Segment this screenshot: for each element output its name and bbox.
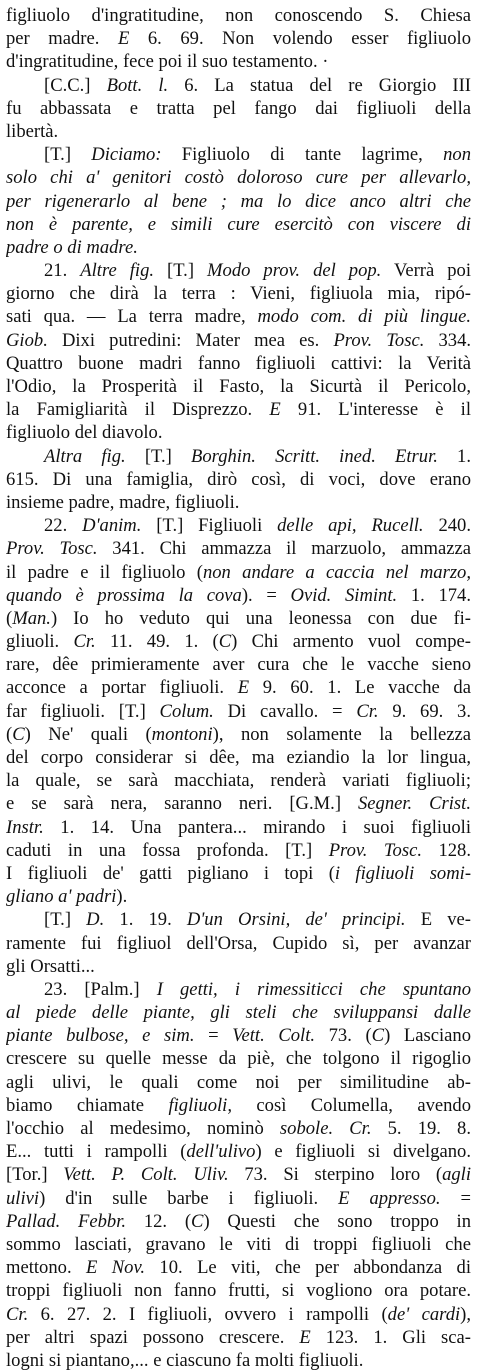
italic-text: figliuoli, [168, 1094, 232, 1116]
text-run: 341. Chi ammazza il marzuolo, ammazza [97, 538, 471, 560]
text-run: 22. [44, 515, 83, 537]
text-line [6, 305, 471, 328]
text-run: rare, dêe primieramente aver cura che le vacche sieno [6, 654, 471, 676]
text-run: insieme padre, madre, figliuoli. [6, 491, 240, 513]
italic-text: ulivi [6, 1187, 40, 1209]
text-run: [T.] [44, 144, 92, 166]
text-run: libertà. [6, 120, 59, 142]
text-run: gli Orsatti... [6, 955, 95, 977]
italic-text: quando è prossima la cova [6, 584, 242, 606]
italic-text: Colum. [159, 700, 214, 722]
italic-text: E [237, 677, 250, 699]
text-run: la quale, se sarà macchiata, renderà variati figliuoli; [6, 770, 471, 792]
text-line [6, 908, 471, 931]
italic-text: Altre fig. [80, 260, 155, 282]
italic-text: solo chi a' genitori costò doloroso cure per allevarlo, [6, 167, 471, 189]
italic-text: Segner. Crist. [357, 793, 471, 815]
text-line [6, 839, 471, 862]
text-run: per madre. [6, 28, 118, 50]
text-run: figliuolo del diavolo. [6, 422, 163, 444]
text-line [6, 653, 471, 676]
italic-text: C [371, 1025, 385, 1047]
text-line [6, 166, 471, 189]
italic-text: piante bulbose, e sim. [6, 1025, 195, 1047]
text-run: ramente fui figliuol dell'Orsa, Cupido sì, per avanzar [6, 932, 471, 954]
text-run: ), non solamente la bellezza [212, 723, 471, 745]
italic-text: non andare a caccia nel marzo, [202, 561, 471, 583]
text-run: 334. [424, 329, 471, 351]
text-run: biamo chiamate [6, 1094, 169, 1116]
text-run: così Columella, avendo [231, 1094, 471, 1116]
italic-text: non è parente, e simili cure esercitò con viscere di [6, 213, 471, 235]
italic-text: al piede delle piante, gli steli che sviluppansi dalle [6, 1002, 471, 1024]
text-run: fu abbassata e tratta pel fango dai figliuoli della [6, 97, 471, 119]
text-run: [T.] [125, 445, 192, 467]
text-line [6, 236, 471, 259]
text-run: far figliuoli. [T.] [6, 700, 160, 722]
text-run: [T.] [44, 909, 87, 931]
text-run: ) Questi che sono troppo in [203, 1210, 471, 1232]
text-line [6, 1279, 471, 1302]
text-line [6, 74, 471, 97]
text-line [6, 584, 471, 607]
italic-text: Diciamo: [91, 144, 162, 166]
dictionary-paragraph [6, 978, 471, 1372]
italic-text: Prov. Tosc. [333, 329, 425, 351]
italic-text: Pallad. Febbr. [6, 1210, 127, 1232]
italic-text: I getti, i rimessiticci che spuntano [156, 978, 471, 1000]
italic-text: Cr. [6, 1303, 29, 1325]
text-line [6, 746, 471, 769]
text-run: 21. [44, 260, 81, 282]
text-run: Figliuolo di tante lagrime, [161, 144, 444, 166]
text-run: 9. 69. 3. [378, 700, 471, 722]
italic-text: per rigenerarlo al bene ; ma lo dice anco altri che [6, 190, 471, 212]
text-line [6, 1210, 471, 1233]
text-run: Dixi putredini: Mater mea es. [47, 329, 334, 351]
text-run: 9. 60. 1. Le vacche da [249, 677, 471, 699]
italic-text: montoni [151, 723, 213, 745]
text-run: ), [460, 1303, 471, 1325]
text-line [6, 1326, 471, 1349]
text-line [6, 120, 471, 143]
text-line [6, 1187, 471, 1210]
italic-text: Vett. P. Colt. Uliv. [63, 1164, 229, 1186]
text-run: ) Lasciano [384, 1025, 471, 1047]
text-run: [T.] Figliuoli [141, 515, 278, 537]
text-line [6, 561, 471, 584]
text-run: 73. ( [315, 1025, 372, 1047]
text-run: 23. [Palm.] [44, 978, 157, 1000]
italic-text: Prov. Tosc. [328, 839, 422, 861]
text-run: Di cavallo. = [213, 700, 357, 722]
text-line [6, 723, 471, 746]
italic-text: D. [86, 909, 105, 931]
text-run: 73. Si sterpino loro ( [228, 1164, 443, 1186]
text-line [6, 607, 471, 630]
italic-text: Altra fig. [44, 445, 126, 467]
italic-text: Borghin. Scritt. ined. Etrur. [191, 445, 438, 467]
italic-text: Cr. [73, 631, 96, 653]
text-run: 123. 1. Gli sca- [310, 1326, 471, 1348]
text-line [6, 769, 471, 792]
text-run: I figliuoli de' gatti pigliano i topi ( [6, 862, 335, 884]
text-run: = [194, 1025, 233, 1047]
text-line [6, 1117, 471, 1140]
text-run: 6. La statua del re Giorgio III [168, 74, 471, 96]
italic-text: agli [442, 1164, 471, 1186]
text-line [6, 630, 471, 653]
text-run: ) d'in sulle barbe i figliuoli. [39, 1187, 339, 1209]
text-line [6, 1303, 471, 1326]
italic-text: E appresso. [338, 1187, 441, 1209]
dictionary-paragraph [6, 74, 471, 144]
text-run: 1. 14. Una pantera... mirando i suoi figliuoli [43, 816, 471, 838]
text-run: la Famigliarità il Disprezzo. [6, 399, 270, 421]
italic-text: C [218, 631, 232, 653]
text-run: 240. [423, 515, 471, 537]
text-run: ( [6, 607, 13, 629]
text-line [6, 213, 471, 236]
italic-text: dell'ulivo [186, 1141, 256, 1163]
text-run: l'Odio, la Prosperità il Fasto, la Sicurtà il Pericolo, [6, 376, 471, 397]
text-line [6, 1256, 471, 1279]
text-run: Verrà poi [381, 260, 471, 282]
text-run [333, 1118, 349, 1139]
text-run: ) Chi armento vuol compe- [231, 631, 471, 653]
text-line [6, 932, 471, 955]
text-run: mettono. [6, 1257, 86, 1279]
text-run: 6. 27. 2. I figliuoli, ovvero i rampolli ( [28, 1303, 388, 1325]
text-line [6, 50, 471, 73]
text-run: [Tor.] [6, 1164, 64, 1186]
italic-text: gliano a' padri [6, 886, 117, 908]
italic-text: de' cardi [387, 1303, 461, 1325]
text-run: 1. 174. [397, 584, 471, 606]
text-line [6, 1140, 471, 1163]
italic-text: Cr. [349, 1118, 372, 1139]
dictionary-paragraph [6, 4, 471, 74]
text-line [6, 1001, 471, 1024]
text-run: E ve- [405, 909, 471, 931]
text-run: 1. 19. [104, 909, 187, 931]
text-line [6, 4, 471, 27]
italic-text: Cr. [356, 700, 379, 722]
text-run: 91. L'interesse è il [280, 399, 471, 421]
text-line [6, 792, 471, 815]
text-run: ) Ne' quali ( [24, 723, 152, 745]
text-run: e se sarà nera, saranno neri. [G.M.] [6, 793, 358, 815]
text-run: ( [6, 723, 13, 745]
italic-text: D'un Orsini, de' principi. [186, 909, 406, 931]
text-line [6, 862, 471, 885]
text-run: ) e figliuoli si divelgano. [255, 1141, 471, 1163]
italic-text: sobole. [279, 1118, 334, 1139]
text-line [6, 190, 471, 213]
italic-text: Prov. Tosc. [6, 538, 98, 560]
text-run: figliuolo d'ingratitudine, non conoscendo S. Chiesa [6, 5, 471, 26]
text-line [6, 421, 471, 444]
italic-text: Bott. l. [106, 74, 169, 96]
text-run: ). [116, 886, 128, 908]
italic-text: E [117, 28, 130, 50]
text-run: [T.] [154, 260, 208, 282]
text-line [6, 375, 471, 398]
italic-text: modo com. di più lingue. [257, 306, 471, 328]
italic-text: Giob. [6, 329, 48, 351]
text-line [6, 700, 471, 723]
italic-text: Vett. Colt. [232, 1025, 316, 1047]
text-run: [C.C.] [44, 74, 107, 96]
text-run: giorno che dirà la terra : Vieni, figliuola mia, ripó- [6, 283, 471, 305]
text-line [6, 885, 471, 908]
italic-text: E Nov. [86, 1257, 145, 1279]
italic-text: E [299, 1326, 311, 1348]
text-line [6, 1163, 471, 1186]
italic-text: C [191, 1210, 204, 1232]
text-line [6, 259, 471, 282]
text-line [6, 329, 471, 352]
italic-text: C [12, 723, 25, 745]
italic-text: non [443, 144, 471, 166]
text-run: caduti in una fossa profonda. [T.] [6, 839, 329, 861]
text-line [6, 978, 471, 1001]
text-run: logni si piantano,... e ciascuno fa molti figliuoli. [6, 1349, 364, 1371]
text-run: del corpo considerar si dêe, ma eziandio la lor lingua, [6, 747, 471, 768]
italic-text: padre o di madre. [6, 236, 138, 258]
text-run: gliuoli. [6, 631, 74, 653]
text-line [6, 955, 471, 978]
text-run: ). = [241, 584, 291, 606]
text-run: 6. 69. Non volendo esser figliuolo [129, 28, 471, 50]
text-line [6, 514, 471, 537]
text-run: il padre e il figliuolo ( [6, 561, 203, 583]
text-run: 128. [421, 839, 471, 861]
italic-text: Modo prov. del pop. [207, 260, 382, 282]
dictionary-paragraph [6, 514, 471, 908]
text-run: sommo lasciati, gravano le viti di troppi figliuoli che [6, 1233, 471, 1255]
text-run: E... tutti i rampolli ( [6, 1141, 187, 1163]
text-line [6, 398, 471, 421]
italic-text: delle api, Rucell. [277, 515, 424, 537]
text-run: acconce a portar figliuoli. [6, 677, 238, 699]
text-run: crescere su quelle messe da piè, che tolgono il rigoglio [6, 1048, 471, 1070]
italic-text: i figliuoli somi- [334, 862, 471, 884]
text-run: 5. 19. 8. [371, 1118, 471, 1139]
text-line [6, 97, 471, 120]
text-run: 10. Le viti, che per abbondanza di [145, 1257, 471, 1279]
text-line [6, 143, 471, 166]
italic-text: Ovid. Simint. [290, 584, 398, 606]
italic-text: Man. [12, 607, 51, 629]
text-run: ) Io ho veduto qui una leonessa con due fi- [50, 607, 471, 629]
italic-text: Instr. [6, 816, 44, 838]
text-run: l'occhio al medesimo, nominò [6, 1118, 280, 1139]
text-run: per altri spazi possono crescere. [6, 1326, 300, 1348]
text-line [6, 1094, 471, 1117]
text-line [6, 445, 471, 468]
text-run: 1. [437, 445, 471, 467]
dictionary-paragraph [6, 259, 471, 445]
text-line [6, 1349, 471, 1372]
text-run: 11. 49. 1. ( [95, 631, 219, 653]
text-run: Quattro buone madri fanno figliuoli cattivi: la Verità [6, 352, 471, 374]
text-line [6, 1047, 471, 1070]
italic-text: D'anim. [82, 515, 142, 537]
text-run: = [440, 1187, 471, 1209]
text-line [6, 816, 471, 839]
text-run: sati qua. — La terra madre, [6, 306, 258, 328]
text-line [6, 676, 471, 699]
dictionary-paragraph [6, 445, 471, 515]
dictionary-paragraph [6, 908, 471, 978]
text-line [6, 491, 471, 514]
text-run: d'ingratitudine, fece poi il suo testamento. · [6, 51, 329, 73]
text-run: 12. ( [126, 1210, 192, 1232]
text-line [6, 1233, 471, 1256]
dictionary-paragraph [6, 143, 471, 259]
text-line [6, 1024, 471, 1047]
text-line [6, 352, 471, 375]
text-run: 615. Di una famiglia, dirò così, di voci, dove erano [6, 468, 471, 490]
text-run: agli ulivi, le quali come noi per similitudine ab- [6, 1071, 471, 1093]
text-run: troppi figliuoli non fanno frutti, si vogliono ora potare. [6, 1280, 471, 1302]
italic-text: E [269, 399, 281, 421]
text-line [6, 537, 471, 560]
text-line [6, 27, 471, 50]
text-line [6, 468, 471, 491]
text-line [6, 282, 471, 305]
text-line [6, 1071, 471, 1094]
